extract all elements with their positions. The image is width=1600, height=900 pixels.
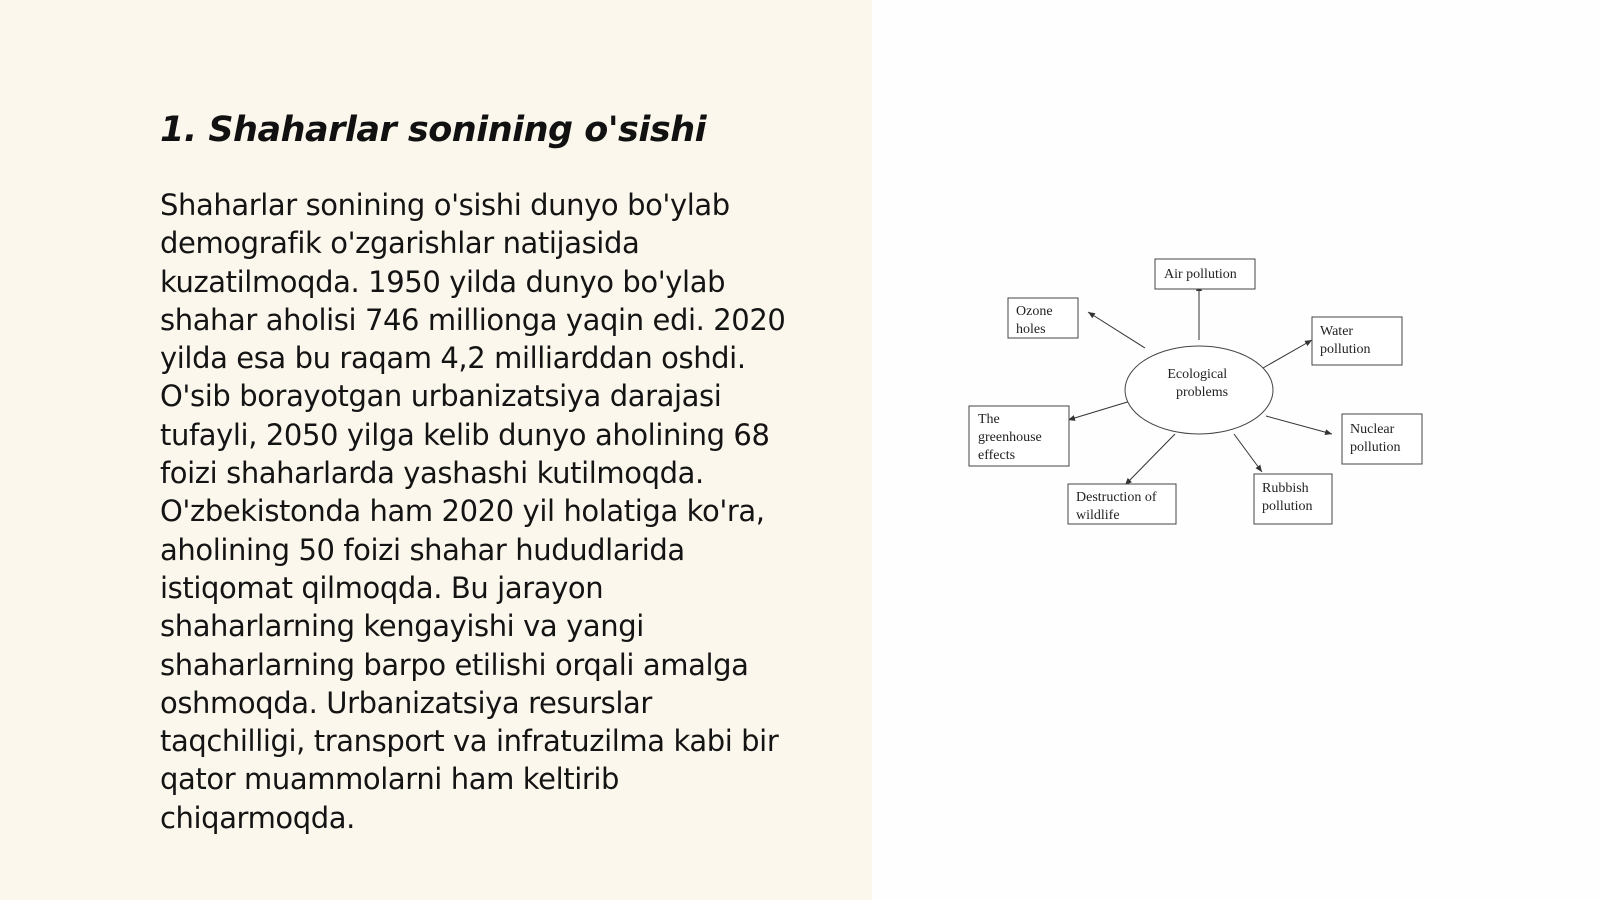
arrow-to-ozone [1088, 312, 1145, 348]
body-line: shaharlarning barpo etilishi orqali amalga [160, 647, 749, 682]
arrow-to-nuclear [1266, 416, 1332, 434]
ecological-problems-diagram [950, 248, 1430, 538]
body-line: aholining 50 foizi shahar hududlarida [160, 532, 685, 567]
body-line: Shaharlar sonining o'sishi dunyo bo'ylab [160, 188, 730, 222]
body-line: oshmoqda. Urbanizatsiya resurslar [160, 685, 652, 720]
greenhouse-effects-label: The greenhouse effects [978, 412, 1042, 463]
center-label: Ecological problems [1167, 367, 1229, 400]
arrow-to-greenhouse [1068, 400, 1134, 420]
body-line: chiqarmoqda. [160, 800, 355, 835]
air-pollution-label: Air pollution [1164, 267, 1237, 282]
body-line: istiqomat qilmoqda. Bu jarayon [160, 570, 604, 605]
nuclear-pollution-label: Nuclear pollution [1350, 422, 1401, 455]
body-line: taqchilligi, transport va infratuzilma kabi bir [160, 724, 779, 759]
body-line: shaharlarning kengayishi va yangi [160, 609, 644, 644]
body-line: O'sib borayotgan urbanizatsiya darajasi [160, 379, 722, 414]
body-line: kuzatilmoqda. 1950 yilda dunyo bo'ylab [160, 264, 726, 299]
slide-title: 1. Shaharlar sonining o'sishi [160, 110, 707, 150]
arrow-to-water [1263, 340, 1312, 368]
body-line: qator muammolarni ham keltirib [160, 762, 620, 797]
body-line: O'zbekistonda ham 2020 yil holatiga ko'ra, [160, 494, 765, 529]
arrow-to-wildlife [1125, 434, 1175, 485]
body-line: yilda esa bu raqam 4,2 milliarddan oshdi. [160, 341, 746, 376]
water-pollution-label: Water pollution [1320, 324, 1371, 357]
body-line: foizi shaharlarda yashashi kutilmoqda. [160, 456, 704, 491]
body-line: shahar aholisi 746 millionga yaqin edi. 2020 [160, 302, 786, 337]
rubbish-pollution-label: Rubbish pollution [1262, 481, 1313, 514]
slide-body [160, 186, 840, 837]
wildlife-destruction-label: Destruction of wildlife [1076, 490, 1157, 523]
body-line: tufayli, 2050 yilga kelib dunyo aholining 68 [160, 417, 770, 452]
arrow-to-rubbish [1234, 434, 1262, 472]
body-line: demografik o'zgarishlar natijasida [160, 226, 640, 261]
ozone-holes-label: Ozone holes [1016, 304, 1053, 337]
